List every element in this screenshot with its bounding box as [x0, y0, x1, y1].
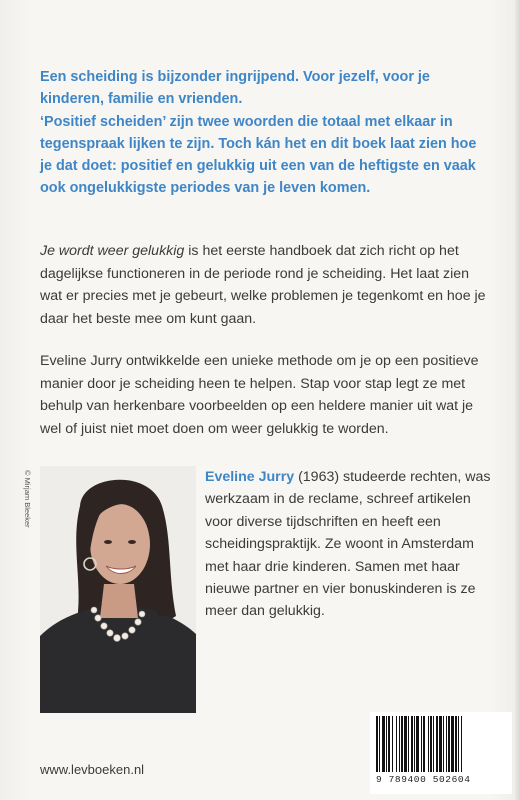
intro-line-2: ‘Positief scheiden’ zijn twee woorden die totaal met elkaar in tegenspraak lijken te zijn. Toch kán het en dit boek laat zien hoe je dat doet: positief en gelukkig uit een van de heftigste en vaak ook ongelukkigste periodes van je leven komen. — [40, 113, 477, 197]
publisher-website: www.levboeken.nl — [40, 762, 145, 777]
barcode-bar — [401, 716, 403, 772]
book-title-italic: Je wordt weer gelukkig — [40, 243, 185, 259]
barcode-bar — [430, 716, 432, 772]
barcode-bar — [388, 716, 390, 772]
barcode — [370, 712, 512, 794]
barcode-bar — [423, 716, 425, 772]
author-bio — [205, 466, 495, 623]
description-paragraph — [40, 240, 492, 330]
author-photo — [40, 466, 196, 713]
barcode-bar — [448, 716, 450, 772]
barcode-bar — [382, 716, 385, 772]
barcode-bar — [436, 716, 438, 772]
barcode-bar — [396, 716, 397, 772]
barcode-bars — [374, 716, 508, 772]
barcode-bar — [439, 716, 442, 772]
intro-line-1: Een scheiding is bijzonder ingrijpend. Voor jezelf, voor je kinderen, familie en vrienden. — [40, 69, 430, 108]
barcode-bar — [416, 716, 419, 772]
barcode-bar — [443, 716, 444, 772]
barcode-bar — [408, 716, 409, 772]
isbn-number: 9 789400 502604 — [376, 774, 471, 785]
barcode-bar — [399, 716, 400, 772]
barcode-bar — [379, 716, 380, 772]
barcode-bar — [414, 716, 415, 772]
barcode-bar — [392, 716, 393, 772]
method-paragraph: Eveline Jurry ontwikkelde een unieke methode om je op een positieve manier door je scheiding heen te helpen. Stap voor stap legt ze met behulp van herkenbare voorbeelden op een heldere manier uit wat je wel of juist niet moet doen om weer gelukkig te worden. — [40, 353, 479, 437]
barcode-bar — [421, 716, 422, 772]
barcode-bar — [376, 716, 378, 772]
barcode-bar — [461, 716, 462, 772]
photo-credit — [20, 470, 34, 570]
author-portrait-illustration — [40, 466, 196, 713]
description-text: is het eerste handboek dat zich richt op het dagelijkse functioneren in de periode rond je scheiding. Het laat zien wat er precies met je gebeurt, welke problemen je tegenkomt en hoe je daar het beste mee om kunt gaan. — [40, 243, 486, 327]
barcode-bar — [433, 716, 434, 772]
barcode-bar — [386, 716, 387, 772]
barcode-bar — [451, 716, 454, 772]
photo-credit-text: © Mirjam Bleeker — [23, 470, 32, 528]
barcode-bar — [455, 716, 457, 772]
edge-shadow — [514, 0, 520, 800]
author-name: Eveline Jurry — [205, 469, 295, 485]
barcode-bar — [458, 716, 459, 772]
intro-blurb — [40, 66, 490, 200]
barcode-bar — [446, 716, 447, 772]
barcode-bar — [411, 716, 413, 772]
author-bio-text: (1963) studeerde rechten, was werkzaam in de reclame, schreef artikelen voor diverse tijdschriften en heeft een scheidingspraktijk. Ze woont in Amsterdam met haar drie kinderen. Samen met haar nieuwe partner en vier bonuskinderen is ze meer dan gelukkig. — [205, 469, 491, 620]
barcode-bar — [404, 716, 407, 772]
barcode-bar — [428, 716, 429, 772]
